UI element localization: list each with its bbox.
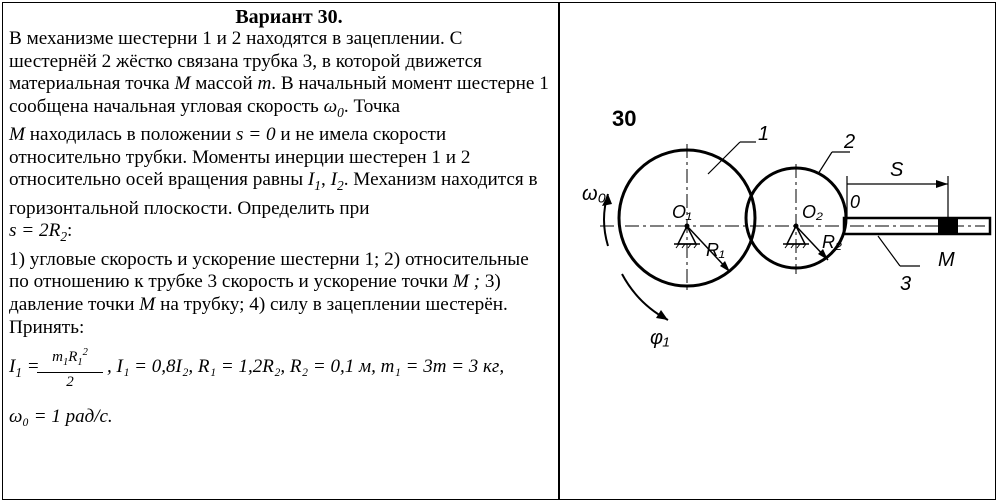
statement-part: и не имела скорости относительно трубки. Моменты инерции шестерен 1 и 2 относительно осей вращения равны <box>9 124 471 191</box>
symbol-m: m <box>257 73 272 95</box>
leader-tube3 <box>878 236 900 266</box>
formula-lhs: $I_1$ = <box>9 356 40 380</box>
label-phi1: φ₁ <box>650 327 670 349</box>
formula-values: , I₁ = 0,8I₂, R₁ = 1,2R₂, R₂ = 0,1 м, m₁ = 3m = 3 кг, <box>107 356 505 377</box>
label-gear-1: 1 <box>758 123 770 145</box>
label-zero: 0 <box>850 192 861 212</box>
label-M: M <box>938 249 955 271</box>
label-tube-3: 3 <box>900 273 912 295</box>
tasks-text: 3) давление точки <box>9 271 501 316</box>
point-M <box>938 218 958 234</box>
symbol-M: M <box>9 124 25 146</box>
label-gear-2: 2 <box>844 131 856 153</box>
given-formula <box>9 344 554 390</box>
symbol-omega0: $\omega_0$ <box>323 95 344 120</box>
formula-fraction <box>37 344 103 392</box>
statement-part: . Механизм находится в горизонтальной плоскости. Определить при <box>9 169 538 219</box>
label-omega0: ω₀ <box>582 183 607 205</box>
fraction-numerator: $m_1R_1^2$ <box>37 344 103 373</box>
statement-part: . В начальный момент шестерне 1 сообщена начальная угловая скорость <box>9 73 549 117</box>
statement-part: массой <box>190 73 258 95</box>
label-s: S <box>890 159 904 181</box>
symbol-I2: $I_2$ <box>330 169 344 194</box>
figure-svg <box>560 4 994 498</box>
label-O2: O₂ <box>802 202 823 222</box>
problem-statement: В механизме шестерни 1 и 2 находятся в зацеплении. С шестернёй 2 жёстко связана трубка 3, в которой движется материальная точка M массой m. В начальный момент шестерне 1 сообщена начальная угловая скорость $\omega_0$. Точка M находилась в положении s = 0 и не имела скорости относительно трубки. Моменты инерции шестерен 1 и 2 относительно осей вращения равны $I_1$, $I_2$. Механизм находится в горизонтальной плоскости. Определить при $s = 2R_2$: 1) угловые скорость и ускорение шестерни 1; 2) относительные по отношению к трубке 3 скорость и ускорение точки M ; 3) давление точки M на трубку; 4) силу в зацеплении шестерён. Принять: <box>9 28 549 338</box>
symbol-M: M <box>139 294 156 316</box>
symbol-M: M ; <box>452 271 481 293</box>
figure-number: 30 <box>612 106 637 131</box>
mechanism-figure <box>560 4 994 498</box>
variant-title: Вариант 30. <box>235 6 343 28</box>
tasks-text: на трубку; 4) силу в зацеплении шестерён. Принять: <box>9 294 508 338</box>
label-R1: R₁ <box>706 240 725 260</box>
label-O1: O₁ <box>672 202 692 222</box>
s-arrowhead <box>936 180 948 188</box>
symbol-s-eq: $s = 2R_2$ <box>9 220 68 245</box>
fraction-denominator: 2 <box>66 374 74 390</box>
problem-text-column <box>9 6 549 339</box>
label-R2: R₂ <box>822 232 842 252</box>
statement-part: . Точка <box>343 95 401 117</box>
tasks-text: 1) угловые скорость и ускорение шестерни 1; 2) относительные по отношению к трубке 3 скорость и ускорение точки <box>9 248 529 293</box>
omega-value: ω₀ = 1 рад/с. <box>9 406 113 427</box>
symbol-M: M <box>174 73 191 95</box>
leader-gear2 <box>818 152 832 174</box>
statement-part: В механизме шестерни 1 и 2 находятся в зацеплении. С шестернёй 2 жёстко связана трубка 3, в которой движется материальная точка <box>9 28 482 95</box>
statement-part: находилась в положении <box>24 124 236 146</box>
symbol-I1: $I_1$ <box>307 169 321 194</box>
symbol-s0: s = 0 <box>235 124 276 146</box>
